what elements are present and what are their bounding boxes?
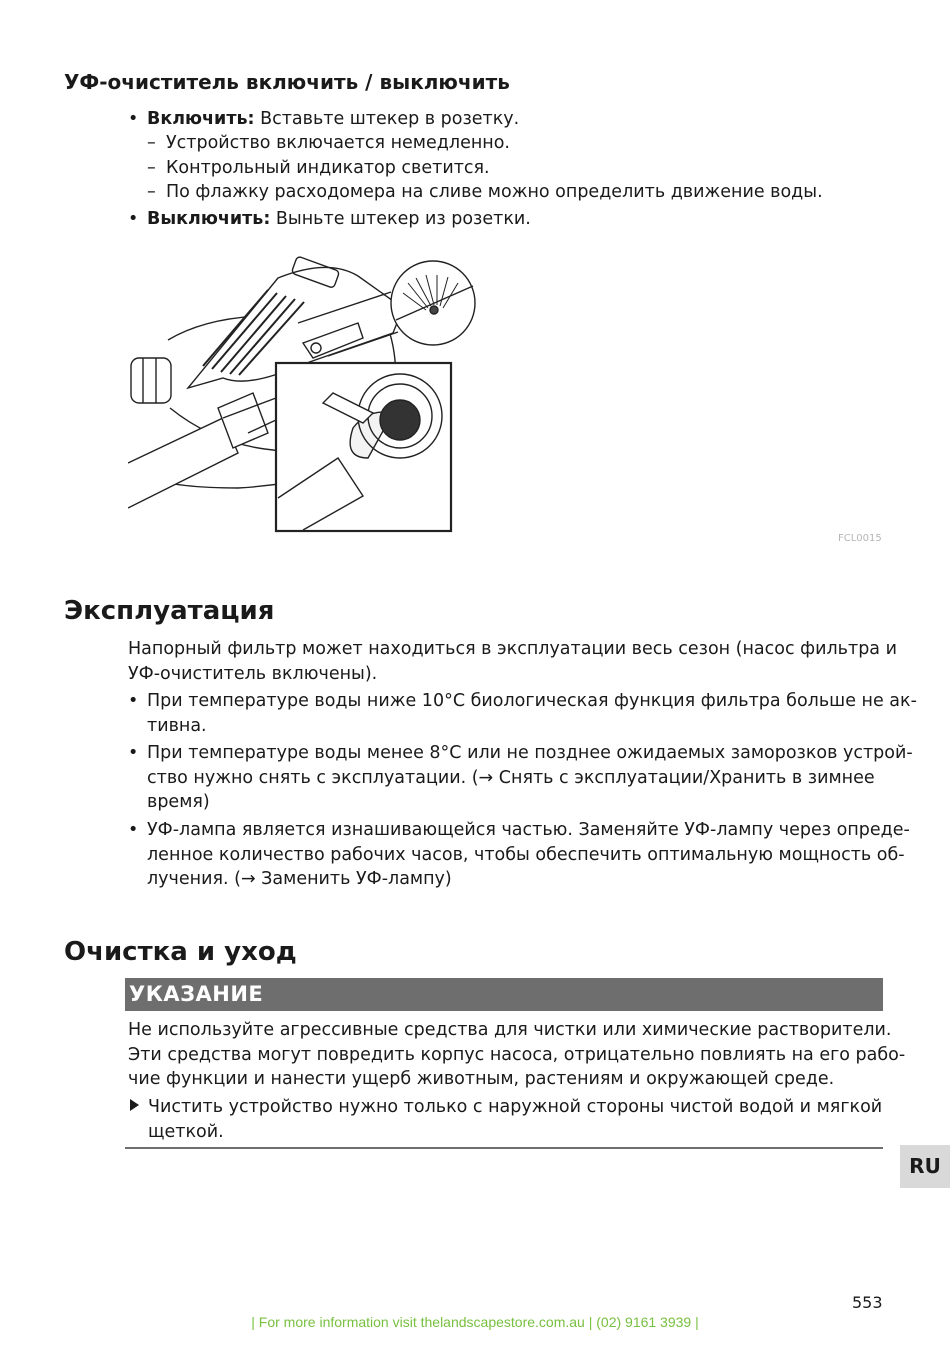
notice-action: Чистить устройство нужно только с наружной стороны чистой водой и мягкой щеткой.: [130, 1095, 882, 1144]
list-item-switch-on: [128, 107, 519, 132]
switch-off-text: Выньте штекер из розетки.: [270, 209, 531, 229]
device-illustration: [128, 248, 488, 538]
bullet: •: [128, 209, 139, 229]
sub-item: – Устройство включается немедленно.: [147, 133, 510, 153]
language-tab: RU: [900, 1145, 950, 1188]
switch-on-label: Включить:: [147, 109, 255, 129]
footer-link[interactable]: | For more information visit thelandscapestore.com.au | (02) 9161 3939 |: [251, 1314, 699, 1330]
section-heading-cleaning: Очистка и уход: [64, 937, 297, 967]
section-heading-operation: Эксплуатация: [64, 596, 275, 626]
section-heading-uv: УФ-очиститель включить / выключить: [64, 70, 510, 94]
list-item: • УФ-лампа является изнашивающейся частью. Заменяйте УФ-лампу через опреде- ленное количество рабочих часов, чтобы обеспечить оптимальную мощность об- лучения. (→ Заменить УФ-лампу): [128, 820, 910, 890]
notice-header: [125, 978, 883, 1011]
switch-on-text: Вставьте штекер в розетку.: [254, 109, 520, 129]
list-item: • При температуре воды ниже 10°C биологическая функция фильтра больше не ак- тивна.: [128, 691, 917, 736]
action-arrow-icon: [130, 1099, 139, 1111]
switch-off-label: Выключить:: [147, 209, 271, 229]
page-number: 553: [852, 1293, 883, 1312]
notice-divider: [125, 1147, 883, 1149]
list-item: • При температуре воды менее 8°C или не позднее ожидаемых заморозков устрой- ство нужно снять с эксплуатации. (→ Снять с эксплуатации/Хранить в зимнее время): [128, 743, 913, 813]
bullet: •: [128, 109, 139, 129]
sub-item: – По флажку расходомера на сливе можно определить движение воды.: [147, 182, 823, 202]
sub-item: – Контрольный индикатор светится.: [147, 158, 490, 178]
operation-intro: Напорный фильтр может находиться в эксплуатации весь сезон (насос фильтра и УФ-очиститель включены).: [128, 639, 897, 684]
notice-title: УКАЗАНИЕ: [129, 982, 264, 1006]
list-item-switch-off: [128, 207, 531, 232]
figure-code: FCL0015: [838, 533, 882, 544]
notice-text: Не используйте агрессивные средства для чистки или химические растворители. Эти средства могут повредить корпус насоса, отрицательно повлиять на его рабо- чие функции и нанести ущерб животным, растениям и окружающей среде.: [128, 1020, 906, 1090]
